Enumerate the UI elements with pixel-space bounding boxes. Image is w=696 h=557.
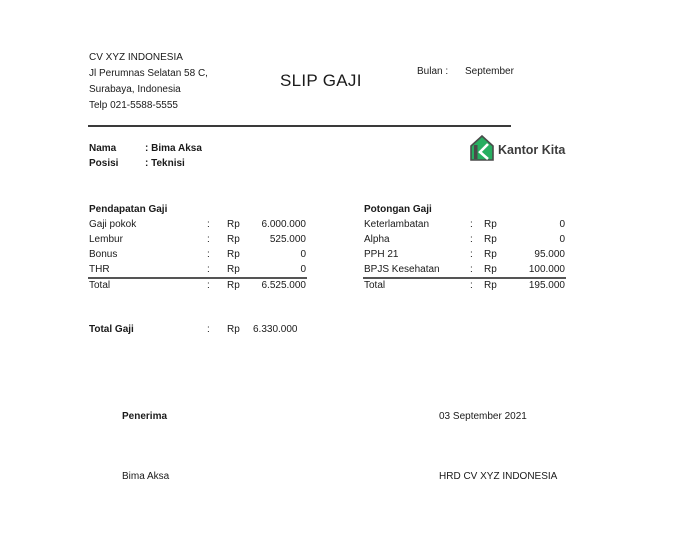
income-currency: Rp	[227, 219, 240, 230]
period-label: Bulan :	[417, 66, 449, 77]
employee-position-value: : Teknisi	[145, 158, 185, 169]
deduction-value: 100.000	[528, 264, 565, 275]
income-sep: :	[207, 219, 210, 230]
employee-position-label: Posisi	[89, 158, 119, 169]
deduction-value: 0	[559, 234, 565, 245]
income-currency: Rp	[227, 264, 240, 275]
deduction-sep: :	[470, 264, 473, 275]
logo-text: Kantor Kita	[498, 143, 566, 157]
employee-name-label: Nama	[89, 143, 117, 154]
deduction-sep: :	[470, 234, 473, 245]
income-value: 6.000.000	[261, 219, 306, 230]
deduction-label: BPJS Kesehatan	[364, 264, 440, 275]
income-currency: Rp	[227, 249, 240, 260]
net-salary-currency: Rp	[227, 324, 240, 335]
deductions-total-rule	[363, 277, 566, 279]
deductions-total-value: 195.000	[528, 280, 565, 291]
income-value: 0	[300, 249, 306, 260]
company-address-line1: Jl Perumnas Selatan 58 C,	[89, 68, 208, 79]
income-sep: :	[207, 234, 210, 245]
deduction-currency: Rp	[484, 264, 497, 275]
deduction-label: Keterlambatan	[364, 219, 430, 230]
income-total-value: 6.525.000	[261, 280, 306, 291]
deductions-total-label: Total	[364, 280, 386, 291]
company-address-line2: Surabaya, Indonesia	[89, 84, 181, 95]
deduction-currency: Rp	[484, 234, 497, 245]
income-sep: :	[207, 249, 210, 260]
income-currency: Rp	[227, 234, 240, 245]
kantor-kita-logo-icon	[469, 135, 495, 161]
income-value: 0	[300, 264, 306, 275]
deduction-currency: Rp	[484, 219, 497, 230]
deduction-label: PPH 21	[364, 249, 399, 260]
employee-name-value: : Bima Aksa	[145, 143, 202, 154]
deduction-value: 0	[559, 219, 565, 230]
income-sep: :	[207, 264, 210, 275]
company-name: CV XYZ INDONESIA	[89, 52, 183, 63]
recipient-label: Penerima	[122, 411, 168, 422]
period-value: September	[465, 66, 514, 77]
income-value: 525.000	[269, 234, 306, 245]
header-divider	[88, 125, 511, 127]
income-total-currency: Rp	[227, 280, 240, 291]
income-label: Bonus	[89, 249, 118, 260]
company-phone: Telp 021-5588-5555	[89, 100, 178, 111]
deductions-total-sep: :	[470, 280, 473, 291]
deductions-total-currency: Rp	[484, 280, 497, 291]
net-salary-value: 6.330.000	[253, 324, 298, 335]
recipient-name: Bima Aksa	[122, 471, 170, 482]
deduction-sep: :	[470, 249, 473, 260]
income-heading: Pendapatan Gaji	[89, 204, 168, 215]
net-salary-sep: :	[207, 324, 210, 335]
deduction-value: 95.000	[534, 249, 565, 260]
document-title: SLIP GAJI	[280, 71, 362, 90]
income-label: Lembur	[89, 234, 123, 245]
income-total-label: Total	[89, 280, 111, 291]
deduction-sep: :	[470, 219, 473, 230]
signature-date: 03 September 2021	[439, 411, 527, 422]
deduction-label: Alpha	[364, 234, 390, 245]
income-label: Gaji pokok	[89, 219, 137, 230]
issuer-name: HRD CV XYZ INDONESIA	[439, 471, 558, 482]
income-total-rule	[88, 277, 307, 279]
deduction-currency: Rp	[484, 249, 497, 260]
company-info	[89, 50, 208, 114]
net-salary-label: Total Gaji	[89, 324, 134, 335]
income-total-sep: :	[207, 280, 210, 291]
income-label: THR	[89, 264, 110, 275]
deductions-heading: Potongan Gaji	[364, 204, 432, 215]
